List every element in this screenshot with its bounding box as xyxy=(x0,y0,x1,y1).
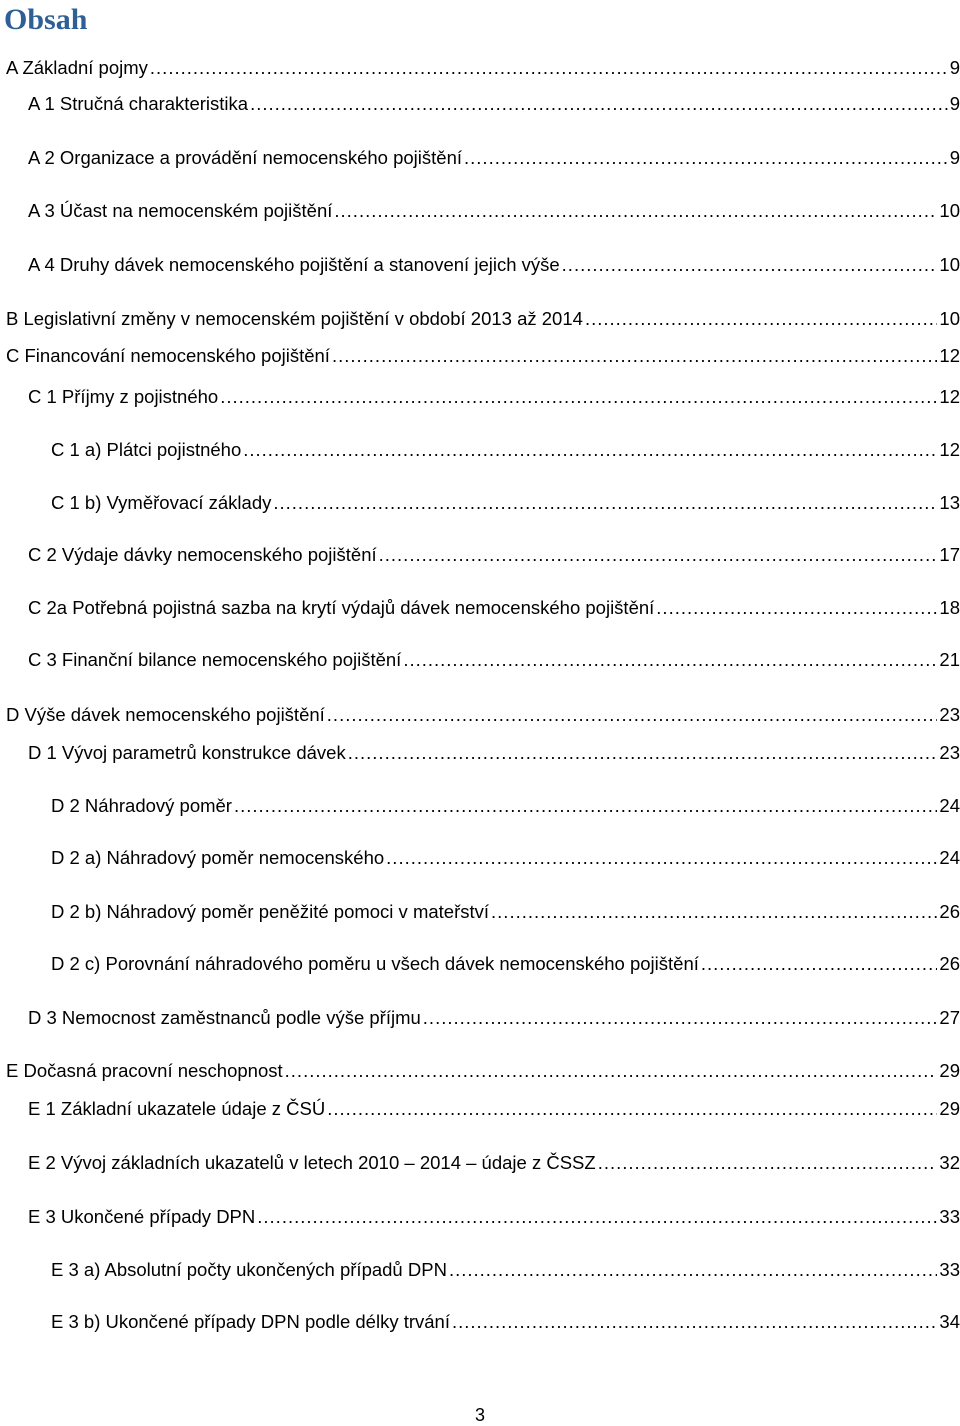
toc-dot-leader xyxy=(250,92,948,116)
toc-dot-leader xyxy=(491,900,937,924)
toc-entry-page: 9 xyxy=(949,93,960,114)
toc-entry[interactable] xyxy=(28,1205,960,1229)
toc-entry[interactable] xyxy=(6,703,960,727)
toc-entry-label: E 1 Základní ukazatele údaje z ČSÚ xyxy=(28,1098,326,1119)
toc-entry-label: C Financování nemocenského pojištění xyxy=(6,345,330,366)
toc-entry-page: 34 xyxy=(939,1311,960,1332)
toc-entry[interactable] xyxy=(28,92,960,116)
toc-entry[interactable] xyxy=(28,1151,960,1175)
toc-entry[interactable] xyxy=(28,385,960,409)
toc-entry-label: D 2 Náhradový poměr xyxy=(51,795,232,816)
toc-dot-leader xyxy=(701,952,938,976)
toc-entry-page: 33 xyxy=(939,1206,960,1227)
toc-entry-page: 12 xyxy=(939,386,960,407)
toc-entry-page: 18 xyxy=(939,597,960,618)
toc-entry[interactable] xyxy=(28,1097,960,1121)
toc-entry-label: A 4 Druhy dávek nemocenského pojištění a stanovení jejich výše xyxy=(28,254,560,275)
toc-entry-label: A Základní pojmy xyxy=(6,57,148,78)
toc-entry[interactable] xyxy=(28,1006,960,1030)
toc-entry[interactable] xyxy=(28,199,960,223)
page-number: 3 xyxy=(474,1405,485,1425)
toc-entry-label: C 1 a) Plátci pojistného xyxy=(51,439,242,460)
toc-entry-label: E Dočasná pracovní neschopnost xyxy=(6,1060,283,1081)
toc-entry-label: E 3 Ukončené případy DPN xyxy=(28,1206,256,1227)
toc-dot-leader xyxy=(386,846,937,870)
toc-entry-page: 17 xyxy=(939,544,960,565)
toc-entry-page: 10 xyxy=(939,200,960,221)
toc-entry[interactable] xyxy=(51,1310,960,1334)
toc-entry-page: 27 xyxy=(939,1007,960,1028)
toc-entry-label: D 2 a) Náhradový poměr nemocenského xyxy=(51,847,385,868)
toc-dot-leader xyxy=(327,703,938,727)
toc-entry[interactable] xyxy=(6,1059,960,1083)
toc-entry[interactable] xyxy=(51,1258,960,1282)
toc-dot-leader xyxy=(423,1006,938,1030)
toc-dot-leader xyxy=(449,1258,937,1282)
toc-entry-label: C 3 Finanční bilance nemocenského pojištění xyxy=(28,649,402,670)
toc-dot-leader xyxy=(585,307,937,331)
toc-dot-leader xyxy=(403,648,937,672)
toc-entry-label: A 2 Organizace a provádění nemocenského pojištění xyxy=(28,147,463,168)
toc-dot-leader xyxy=(327,1097,937,1121)
toc-entry-label: D 2 b) Náhradový poměr peněžité pomoci v mateřství xyxy=(51,901,490,922)
toc-entry[interactable] xyxy=(51,491,960,515)
toc-entry[interactable] xyxy=(28,741,960,765)
toc-entry[interactable] xyxy=(28,648,960,672)
toc-entry[interactable] xyxy=(6,56,960,80)
toc-dot-leader xyxy=(273,491,937,515)
toc-entry[interactable] xyxy=(28,543,960,567)
toc-dot-leader xyxy=(452,1310,937,1334)
toc-entry-page: 29 xyxy=(939,1060,960,1081)
toc-entry-label: D 2 c) Porovnání náhradového poměru u všech dávek nemocenského pojištění xyxy=(51,953,699,974)
toc-entry[interactable] xyxy=(6,344,960,368)
toc-dot-leader xyxy=(332,344,937,368)
toc-entry-label: A 3 Účast na nemocenském pojištění xyxy=(28,200,333,221)
toc-entry[interactable] xyxy=(51,952,960,976)
toc-entry-page: 26 xyxy=(939,953,960,974)
toc-entry[interactable] xyxy=(51,794,960,818)
toc-dot-leader xyxy=(656,596,937,620)
toc-entry-page: 33 xyxy=(939,1259,960,1280)
toc-entry-page: 23 xyxy=(939,742,960,763)
toc-entry-label: A 1 Stručná charakteristika xyxy=(28,93,249,114)
toc-dot-leader xyxy=(562,253,938,277)
toc-entry[interactable] xyxy=(28,253,960,277)
toc-dot-leader xyxy=(220,385,937,409)
toc-entry-label: D 1 Vývoj parametrů konstrukce dávek xyxy=(28,742,346,763)
toc-dot-leader xyxy=(257,1205,937,1229)
toc-entry[interactable] xyxy=(6,307,960,331)
toc-entry[interactable] xyxy=(51,438,960,462)
toc-title: Obsah xyxy=(4,3,88,36)
toc-entry-page: 10 xyxy=(939,308,960,329)
toc-entry-label: C 1 Příjmy z pojistného xyxy=(28,386,219,407)
toc-dot-leader xyxy=(334,199,937,223)
toc-dot-leader xyxy=(464,146,948,170)
toc-dot-leader xyxy=(379,543,938,567)
toc-entry-page: 24 xyxy=(939,847,960,868)
toc-entry-label: B Legislativní změny v nemocenském pojištění v období 2013 až 2014 xyxy=(6,308,583,329)
toc-entry-page: 9 xyxy=(949,147,960,168)
toc-entry-label: E 2 Vývoj základních ukazatelů v letech 2010 – 2014 – údaje z ČSSZ xyxy=(28,1152,596,1173)
toc-dot-leader xyxy=(348,741,938,765)
toc-entry-label: E 3 b) Ukončené případy DPN podle délky trvání xyxy=(51,1311,450,1332)
toc-dot-leader xyxy=(243,438,937,462)
toc-entry-page: 12 xyxy=(939,439,960,460)
toc-dot-leader xyxy=(150,56,948,80)
toc-entry-page: 21 xyxy=(939,649,960,670)
toc-entry-label: D Výše dávek nemocenského pojištění xyxy=(6,704,325,725)
toc-entry-page: 9 xyxy=(949,57,960,78)
toc-entry-page: 10 xyxy=(939,254,960,275)
toc-entry[interactable] xyxy=(51,846,960,870)
toc-entry-page: 23 xyxy=(939,704,960,725)
toc-entry-page: 24 xyxy=(939,795,960,816)
toc-entry[interactable] xyxy=(51,900,960,924)
toc-entry-label: E 3 a) Absolutní počty ukončených případů DPN xyxy=(51,1259,447,1280)
toc-entry-label: C 2a Potřebná pojistná sazba na krytí výdajů dávek nemocenského pojištění xyxy=(28,597,655,618)
toc-entry-page: 32 xyxy=(939,1152,960,1173)
toc-entry-page: 29 xyxy=(939,1098,960,1119)
toc-entry-label: D 3 Nemocnost zaměstnanců podle výše příjmu xyxy=(28,1007,421,1028)
toc-entry-page: 12 xyxy=(939,345,960,366)
toc-entry[interactable] xyxy=(28,596,960,620)
toc-entry-label: C 1 b) Vyměřovací základy xyxy=(51,492,272,513)
toc-entry-label: C 2 Výdaje dávky nemocenského pojištění xyxy=(28,544,377,565)
toc-entry[interactable] xyxy=(28,146,960,170)
toc-dot-leader xyxy=(285,1059,938,1083)
toc-entry-page: 26 xyxy=(939,901,960,922)
toc-entry-page: 13 xyxy=(939,492,960,513)
toc-dot-leader xyxy=(234,794,937,818)
toc-dot-leader xyxy=(598,1151,938,1175)
